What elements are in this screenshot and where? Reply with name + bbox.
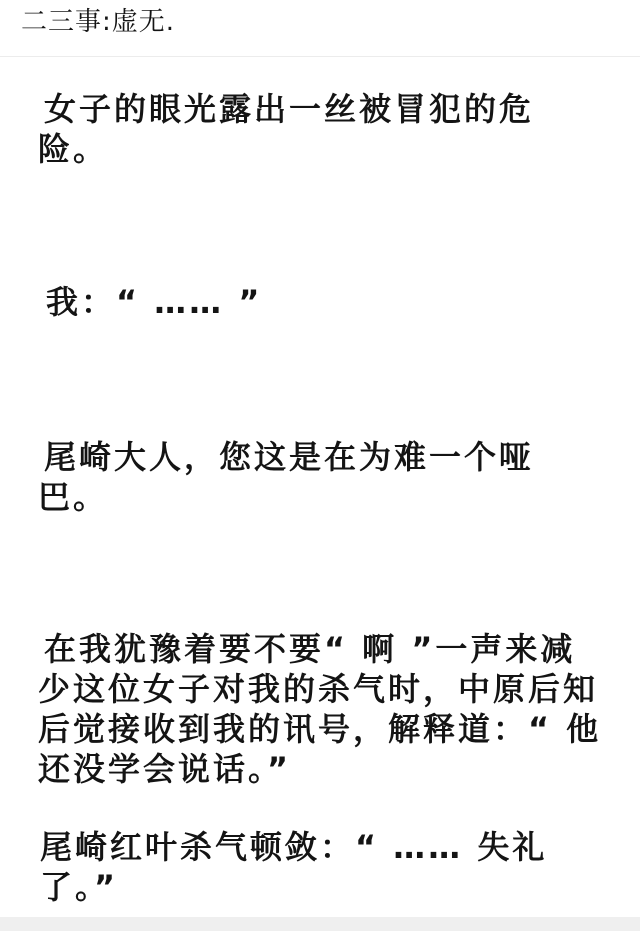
text-line: 了。” bbox=[40, 868, 119, 906]
text-line: 在我犹豫着要不要“ 啊 ”一声来减 bbox=[44, 630, 576, 668]
paragraph bbox=[38, 89, 535, 169]
text-line: 尾崎红叶杀气顿敛：“ …… 失礼 bbox=[40, 828, 548, 866]
paragraph bbox=[46, 282, 262, 322]
paragraph bbox=[38, 629, 602, 789]
article-body bbox=[0, 57, 640, 917]
bottom-divider bbox=[0, 917, 640, 931]
text-line: 后觉接收到我的讯号，解释道：“ 他 bbox=[38, 710, 602, 748]
paragraph bbox=[40, 827, 547, 907]
article-title: 二三事:虚无. bbox=[21, 7, 176, 37]
text-line: 巴。 bbox=[38, 478, 109, 516]
text-line: 女子的眼光露出一丝被冒犯的危 bbox=[44, 90, 535, 128]
top-bar bbox=[0, 0, 640, 57]
text-line: 少这位女子对我的杀气时，中原后知 bbox=[38, 670, 599, 708]
text-line: 险。 bbox=[38, 130, 109, 168]
paragraph bbox=[38, 437, 535, 517]
text-line: 我：“ …… ” bbox=[46, 283, 263, 321]
text-line: 尾崎大人，您这是在为难一个哑 bbox=[44, 438, 535, 476]
text-line: 还没学会说话。” bbox=[38, 750, 292, 788]
